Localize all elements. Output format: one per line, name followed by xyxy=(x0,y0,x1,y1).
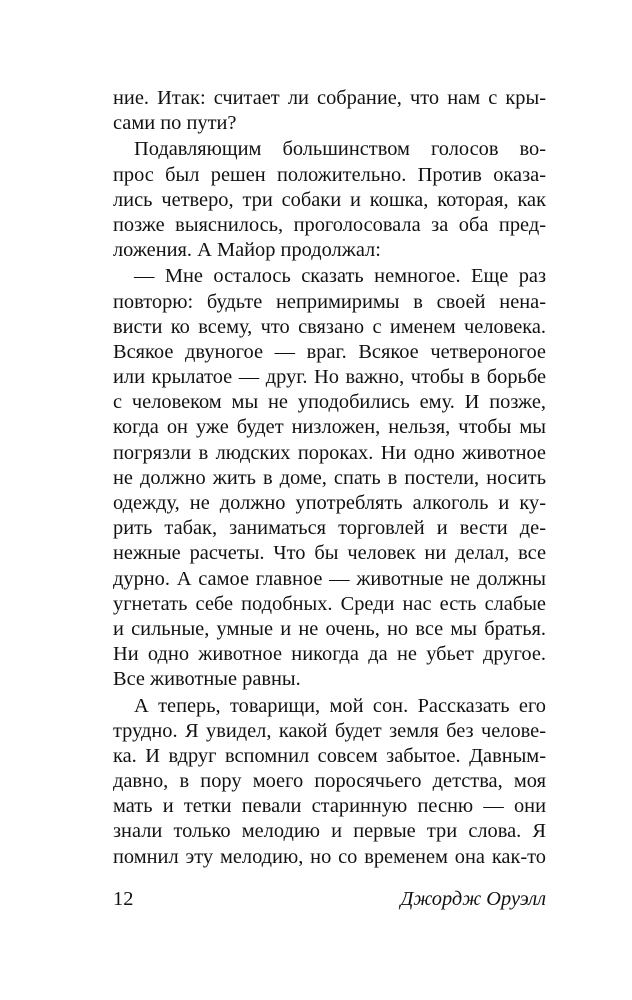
page-footer xyxy=(113,888,546,916)
text-line: угнетать себе подобных. Среди нас есть слабые xyxy=(113,592,546,615)
text-line: одежду, не должно употреблять алкоголь и ку- xyxy=(113,492,546,514)
text-line: ние. Итак: считает ли собрание, что нам с кры- xyxy=(113,87,546,109)
paragraph-4 xyxy=(113,694,546,870)
text-line: ка. И вдруг вспомнил совсем забытое. Давным- xyxy=(113,744,546,767)
text-line: висти ко всему, что связано с именем человека. xyxy=(113,315,546,338)
text-line: Подавляющим большинством голосов во- xyxy=(134,138,546,161)
page-body xyxy=(113,86,546,870)
text-line: помнил эту мелодию, но со временем она как-то xyxy=(113,845,546,868)
text-line: когда он уже будет низложен, нельзя, чтобы мы xyxy=(113,416,546,439)
text-line: погрязли в людских пороках. Ни одно животное xyxy=(113,441,546,464)
running-author: Джордж Оруэлл xyxy=(400,888,546,910)
text-line: с человеком мы не уподобились ему. И позже, xyxy=(113,391,546,414)
text-line: или крылатое — друг. Но важно, чтобы в борьбе xyxy=(113,366,546,389)
paragraph-1 xyxy=(113,86,546,136)
text-line: Всякое двуногое — враг. Всякое четвероногое xyxy=(113,340,546,363)
text-line: сами по пути? xyxy=(113,112,237,135)
text-line: Ни одно животное никогда да не убьет другое. xyxy=(113,643,546,666)
text-line: трудно. Я увидел, какой будет земля без челове- xyxy=(113,719,546,742)
text-line: прос был решен положительно. Против оказа- xyxy=(113,163,546,186)
text-line: знали только мелодию и первые три слова. Я xyxy=(113,820,546,843)
text-line: дурно. А самое главное — животные не должны xyxy=(113,567,546,590)
paragraph-2 xyxy=(113,137,546,263)
text-line: ложения. А Майор продолжал: xyxy=(113,239,381,262)
text-line: мать и тетки певали старинную песню — они xyxy=(113,795,546,818)
text-line: не должно жить в доме, спать в постели, носить xyxy=(113,466,546,489)
text-line: позже выяснилось, проголосовала за оба пред- xyxy=(113,213,546,236)
text-line: нежные расчеты. Что бы человек ни делал, все xyxy=(113,542,546,565)
text-line: лись четверо, три собаки и кошка, которая, как xyxy=(113,188,546,211)
text-line: давно, в пору моего поросячьего детства, моя xyxy=(113,770,546,793)
text-line: А теперь, товарищи, мой сон. Рассказать его xyxy=(134,694,546,717)
paragraph-3 xyxy=(113,264,546,692)
text-line: Все животные равны. xyxy=(113,668,301,691)
text-line: и сильные, умные и не очень, но все мы братья. xyxy=(113,617,546,640)
text-line: рить табак, заниматься торговлей и вести де- xyxy=(113,517,546,540)
text-line: повторю: будьте непримиримы в своей нена- xyxy=(113,290,546,313)
text-line: — Мне осталось сказать немногое. Еще раз xyxy=(134,265,546,288)
page-number: 12 xyxy=(113,888,134,910)
